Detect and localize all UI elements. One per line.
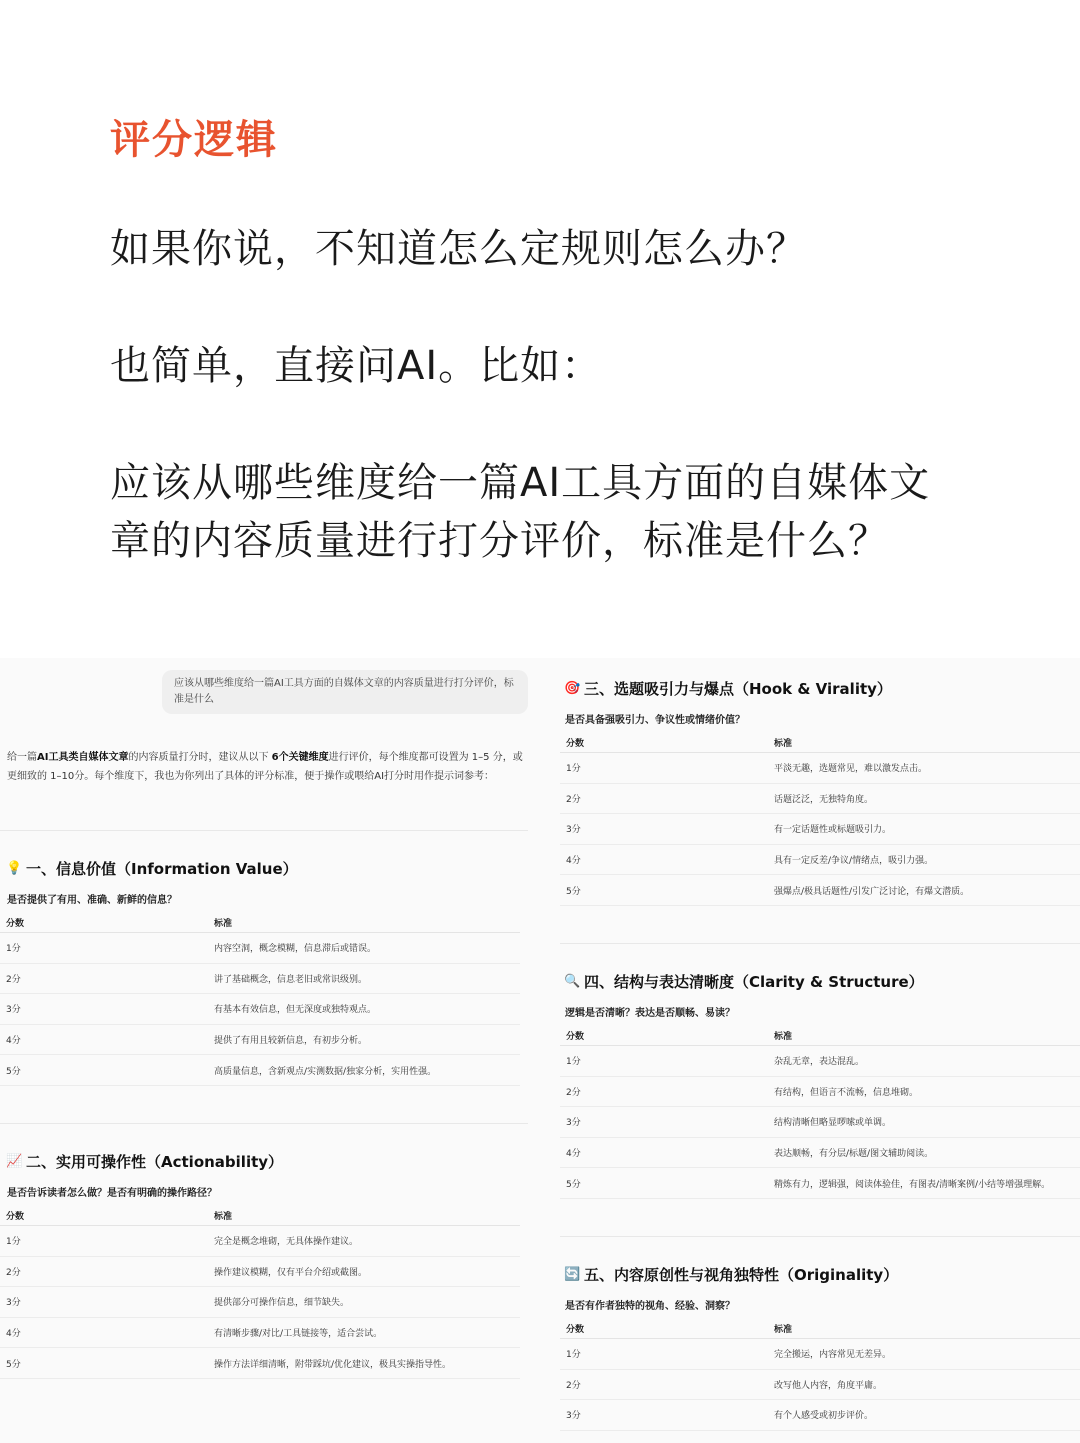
section-heading-text: 三、选题吸引力与爆点（Hook & Virality）	[584, 680, 892, 698]
score-cell: 1分	[6, 944, 21, 955]
col-score-header: 分数	[6, 919, 25, 929]
score-cell: 4分	[6, 1329, 21, 1340]
table-row	[560, 1400, 1080, 1431]
score-cell: 3分	[6, 1005, 21, 1016]
std-cell: 杂乱无章，表达混乱。	[774, 1057, 865, 1068]
std-cell: 内容空洞，概念模糊，信息滞后或错误。	[214, 944, 377, 955]
right-column	[560, 658, 1080, 1443]
score-cell: 2分	[566, 1380, 581, 1391]
score-cell: 5分	[566, 1179, 581, 1190]
divider	[560, 943, 1080, 944]
table-row	[560, 845, 1080, 876]
col-score-header: 分数	[6, 1212, 25, 1222]
score-cell: 3分	[566, 1118, 581, 1129]
lightbulb-icon: 💡	[6, 861, 23, 876]
score-table	[560, 1319, 1080, 1431]
std-cell: 有一定话题性或标题吸引力。	[774, 825, 892, 836]
table-header	[0, 1206, 520, 1226]
score-cell: 1分	[566, 1057, 581, 1068]
std-cell: 改写他人内容，角度平庸。	[774, 1380, 883, 1391]
intro-text: 给一篇	[7, 752, 37, 763]
table-row	[560, 1168, 1080, 1199]
std-cell: 高质量信息，含新观点/实测数据/独家分析，实用性强。	[214, 1066, 437, 1077]
score-cell: 4分	[6, 1036, 21, 1047]
std-cell: 完全搬运，内容常见无差异。	[774, 1350, 892, 1361]
table-row	[0, 1055, 520, 1086]
section-heading	[6, 858, 298, 879]
section-question: 是否有作者独特的视角、经验、洞察？	[565, 1301, 735, 1312]
std-cell: 表达顺畅，有分层/标题/图文辅助阅读。	[774, 1149, 934, 1160]
table-row	[560, 814, 1080, 845]
table-header	[0, 913, 520, 933]
table-row	[0, 994, 520, 1025]
section-heading	[564, 678, 892, 699]
col-score-header: 分数	[566, 739, 585, 749]
section-heading-text: 一、信息价值（Information Value）	[26, 860, 298, 878]
table-row	[0, 1025, 520, 1056]
score-cell: 3分	[6, 1298, 21, 1309]
score-table	[0, 1206, 520, 1379]
chart-increasing-icon: 📈	[6, 1154, 23, 1169]
target-icon: 🎯	[564, 681, 581, 696]
magnifier-icon: 🔍	[564, 974, 581, 989]
col-std-header: 标准	[774, 739, 793, 749]
col-std-header: 标准	[774, 1325, 793, 1335]
table-row	[0, 964, 520, 995]
score-cell: 4分	[566, 1149, 581, 1160]
table-row	[560, 753, 1080, 784]
section-heading	[564, 971, 924, 992]
score-cell: 1分	[566, 1350, 581, 1361]
refresh-icon: 🔄	[564, 1267, 581, 1282]
score-table	[0, 913, 520, 1086]
intro-bold: 6个关键维度	[271, 752, 329, 763]
table-row	[560, 1339, 1080, 1370]
section-title: 评分逻辑	[110, 117, 278, 163]
score-table	[560, 733, 1080, 906]
std-cell: 平淡无趣，选题常见，难以激发点击。	[774, 764, 928, 775]
user-message-bubble: 应该从哪些维度给一篇AI工具方面的自媒体文章的内容质量进行打分评价，标准是什么	[162, 670, 528, 714]
std-cell: 具有一定反差/争议/情绪点，吸引力强。	[774, 856, 934, 867]
intro-text: 进行评价，每个维度都可设置为 1–5 分，或更细致的 1–10分。每个维度下，我也为你列出了具体的评分标准，便于操作或喂给AI打分时用作提示词参考：	[7, 752, 523, 782]
col-std-header: 标准	[214, 919, 233, 929]
section-heading	[564, 1264, 898, 1285]
table-row	[560, 875, 1080, 906]
score-cell: 1分	[566, 764, 581, 775]
std-cell: 精炼有力，逻辑强，阅读体验佳，有图表/清晰案例/小结等增强理解。	[774, 1179, 1051, 1190]
score-cell: 5分	[6, 1359, 21, 1370]
section-question: 逻辑是否清晰？表达是否顺畅、易读？	[565, 1008, 735, 1019]
chat-screenshot	[0, 658, 1080, 1443]
score-cell: 1分	[6, 1237, 21, 1248]
col-std-header: 标准	[774, 1032, 793, 1042]
section-heading-text: 四、结构与表达清晰度（Clarity & Structure）	[584, 973, 924, 991]
header-area	[0, 0, 1080, 658]
score-cell: 3分	[566, 1411, 581, 1422]
std-cell: 有结构，但语言不流畅，信息堆砌。	[774, 1087, 919, 1098]
section-heading-text: 五、内容原创性与视角独特性（Originality）	[584, 1266, 899, 1284]
paragraph-question: 如果你说，不知道怎么定规则怎么办？	[110, 226, 807, 272]
table-row	[0, 933, 520, 964]
table-row	[560, 1077, 1080, 1108]
table-header	[560, 1026, 1080, 1046]
section-heading-text: 二、实用可操作性（Actionability）	[26, 1153, 284, 1171]
std-cell: 提供部分可操作信息，细节缺失。	[214, 1298, 350, 1309]
col-score-header: 分数	[566, 1325, 585, 1335]
section-question: 是否告诉读者怎么做？是否有明确的操作路径？	[7, 1188, 217, 1199]
paragraph-prompt: 应该从哪些维度给一篇AI工具方面的自媒体文章的内容质量进行打分评价，标准是什么？	[110, 460, 931, 564]
std-cell: 操作建议模糊，仅有平台介绍或截图。	[214, 1267, 368, 1278]
score-cell: 3分	[566, 825, 581, 836]
score-cell: 2分	[566, 1087, 581, 1098]
std-cell: 完全是概念堆砌，无具体操作建议。	[214, 1237, 359, 1248]
divider	[0, 1123, 528, 1124]
score-cell: 2分	[6, 1267, 21, 1278]
table-row	[560, 1107, 1080, 1138]
col-score-header: 分数	[566, 1032, 585, 1042]
table-row	[560, 1046, 1080, 1077]
section-heading	[6, 1151, 283, 1172]
score-cell: 5分	[566, 886, 581, 897]
table-row	[560, 784, 1080, 815]
score-cell: 2分	[566, 794, 581, 805]
table-row	[0, 1287, 520, 1318]
divider	[560, 1236, 1080, 1237]
std-cell: 话题泛泛，无独特角度。	[774, 794, 874, 805]
table-row	[0, 1318, 520, 1349]
std-cell: 有基本有效信息，但无深度或独特观点。	[214, 1005, 377, 1016]
std-cell: 强爆点/极具话题性/引发广泛讨论，有爆文潜质。	[774, 886, 970, 897]
paragraph-answer: 也简单，直接问AI。比如：	[110, 343, 603, 389]
table-row	[0, 1226, 520, 1257]
std-cell: 有个人感受或初步评价。	[774, 1411, 874, 1422]
table-row	[0, 1348, 520, 1379]
std-cell: 有清晰步骤/对比/工具链接等，适合尝试。	[214, 1329, 383, 1340]
std-cell: 讲了基础概念，信息老旧或常识级别。	[214, 974, 368, 985]
table-row	[0, 1257, 520, 1288]
std-cell: 结构清晰但略显啰嗦或单调。	[774, 1118, 892, 1129]
left-column	[0, 658, 530, 1443]
table-row	[560, 1370, 1080, 1401]
table-header	[560, 1319, 1080, 1339]
assistant-intro	[7, 748, 527, 786]
score-table	[560, 1026, 1080, 1199]
col-std-header: 标准	[214, 1212, 233, 1222]
score-cell: 5分	[6, 1066, 21, 1077]
table-row	[560, 1138, 1080, 1169]
std-cell: 提供了有用且较新信息，有初步分析。	[214, 1036, 368, 1047]
score-cell: 4分	[566, 856, 581, 867]
score-cell: 2分	[6, 974, 21, 985]
intro-bold: AI工具类自媒体文章	[37, 752, 129, 763]
section-question: 是否具备强吸引力、争议性或情绪价值？	[565, 715, 745, 726]
table-header	[560, 733, 1080, 753]
section-question: 是否提供了有用、准确、新鲜的信息？	[7, 895, 177, 906]
intro-text: 的内容质量打分时，建议从以下	[128, 752, 272, 763]
std-cell: 操作方法详细清晰，附带踩坑/优化建议，极具实操指导性。	[214, 1359, 452, 1370]
divider	[0, 830, 528, 831]
